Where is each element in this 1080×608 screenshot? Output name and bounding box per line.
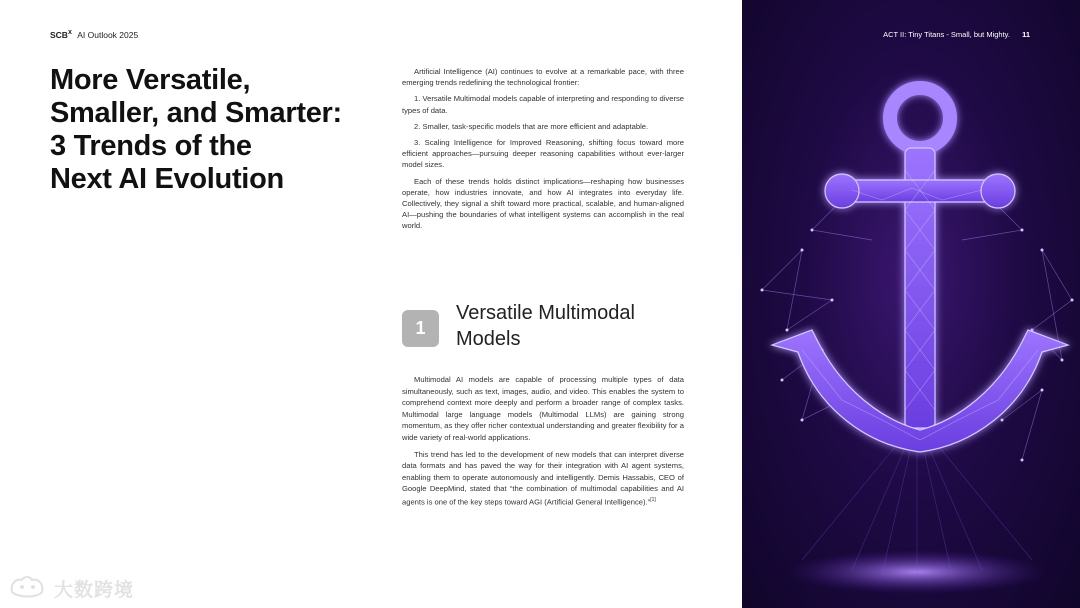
title-line: More Versatile, <box>50 64 251 96</box>
page-title <box>50 64 380 196</box>
section-paragraph: Multimodal AI models are capable of processing multiple types of data simultaneously, such as text, images, audio, and video. This enables the system to comprehend context more deeply and perform a broader range of complex tasks. Multimodal large language models (Multimodal LLMs) are gaining strong momentum, as they offer richer contextual understanding and greater flexibility for a wide variety of real-world applications. <box>402 375 684 442</box>
header-right <box>883 30 1030 39</box>
watermark <box>8 572 134 604</box>
brand-name: SCB <box>50 29 68 40</box>
title-line: Next AI Evolution <box>50 163 284 195</box>
anchor-icon <box>742 0 1080 608</box>
section-title-line: Models <box>456 328 521 350</box>
anchor-illustration <box>742 0 1080 608</box>
section-title <box>456 300 716 352</box>
intro-paragraph: Each of these trends holds distinct implications—reshaping how businesses operate, how industries innovate, and how AI integrates into everyday life. Collectively, they signal a shift toward more practical, scalable, and human-aligned AI—pushing the boundaries of what intelligent systems can accomplish in the real world. <box>402 176 684 231</box>
trend-item-1: 1. Versatile Multimodal models capable of interpreting and responding to diverse types of data. <box>402 94 684 115</box>
section-paragraph <box>402 449 684 509</box>
title-line: 3 Trends of the <box>50 130 252 162</box>
intro-paragraph: Artificial Intelligence (AI) continues to evolve at a remarkable pace, with three emerging trends redefining the technological frontier: <box>402 67 684 88</box>
trend-item-2: 2. Smaller, task-specific models that are more efficient and adaptable. <box>414 121 649 131</box>
page-number: 11 <box>1022 30 1030 39</box>
section-body <box>402 374 684 513</box>
tiger-logo-icon <box>8 572 48 605</box>
section-number-badge: 1 <box>402 310 439 347</box>
section-title-line: Versatile Multimodal <box>456 302 635 324</box>
citation-ref: [1] <box>650 496 656 503</box>
header-left <box>50 29 138 40</box>
section-paragraph-text: This trend has led to the development of new models that can interpret diverse data formats and has paved the way for their integration with AI agent systems, enabling them to operate autonomously and intelligently. Demis Hassabis, CEO of Google DeepMind, stated that “the combination of multimodal capabilities and AI agents is one of the key steps toward AGI (Artificial General Intelligence).” <box>402 449 684 507</box>
act-label: ACT II: Tiny Titans - Small, but Mighty. <box>883 30 1010 39</box>
intro-text <box>402 66 684 237</box>
brand-mark: x <box>67 29 72 36</box>
watermark-text: 大数跨境 <box>54 579 135 601</box>
trend-item-3: 3. Scaling Intelligence for Improved Reasoning, shifting focus toward more efficient approaches—pursuing deeper reasoning capabilities without ever-larger model sizes. <box>402 138 684 170</box>
doc-title: AI Outlook 2025 <box>77 29 139 40</box>
title-line: Smaller, and Smarter: <box>50 97 342 129</box>
